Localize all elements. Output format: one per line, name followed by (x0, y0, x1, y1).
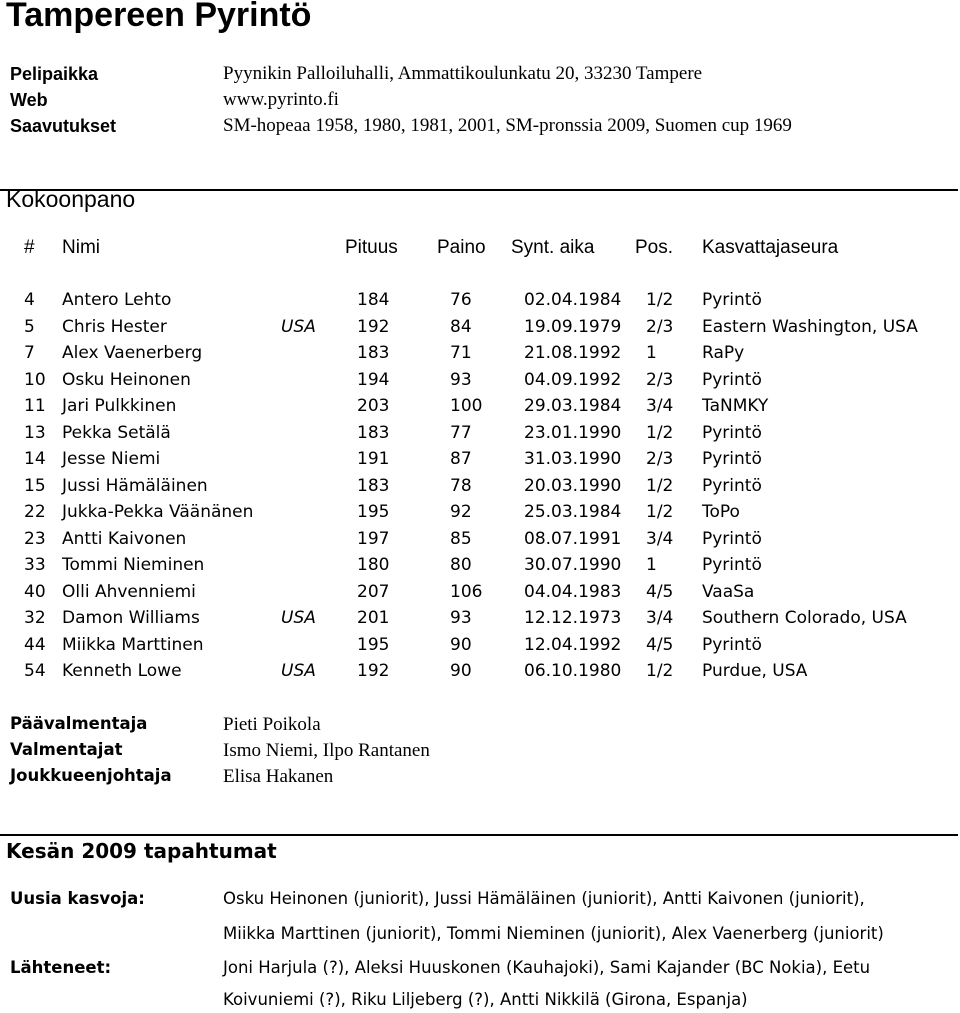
staff-value-team-manager: Elisa Hakanen (223, 766, 334, 787)
player-weight: 87 (450, 449, 472, 469)
player-position: 1/2 (646, 502, 674, 522)
player-weight: 93 (450, 369, 472, 390)
player-number: 10 (24, 369, 46, 390)
info-value-venue: Pyynikin Palloiluhalli, Ammattikoulunkatu 20, 33230 Tampere (223, 63, 703, 84)
player-birthdate: 06.10.1980 (524, 661, 622, 681)
player-number: 14 (24, 449, 46, 469)
col-header-num: # (24, 237, 35, 258)
info-value-web[interactable]: www.pyrinto.fi (223, 89, 339, 110)
player-height: 201 (357, 608, 390, 628)
new-players-line-1: Osku Heinonen (juniorit), Jussi Hämäläinen (juniorit), Antti Kaivonen (juniorit), (223, 889, 865, 908)
table-row (0, 317, 960, 343)
table-row (0, 449, 960, 475)
staff-label-team-manager: Joukkueenjohtaja (10, 766, 172, 785)
staff-label-head-coach: Päävalmentaja (10, 714, 148, 733)
divider (0, 189, 958, 191)
player-club: RaPy (702, 343, 745, 363)
table-row (0, 423, 960, 449)
player-weight: 90 (450, 661, 472, 681)
col-header-name: Nimi (62, 237, 100, 258)
player-club: Pyrintö (702, 475, 762, 496)
table-row (0, 635, 960, 661)
player-birthdate: 31.03.1990 (524, 449, 622, 469)
departed-line-2: Koivuniemi (?), Riku Liljeberg (?), Antti Nikkilä (Girona, Espanja) (223, 990, 748, 1009)
player-name: Jesse Niemi (62, 449, 161, 469)
player-number: 7 (24, 343, 35, 363)
player-height: 195 (357, 634, 390, 655)
player-weight: 77 (450, 422, 472, 443)
player-position: 1/2 (646, 290, 674, 310)
staff-label-coaches: Valmentajat (10, 740, 123, 759)
player-name: Damon Williams (62, 608, 200, 628)
table-row (0, 370, 960, 396)
player-number: 44 (24, 634, 46, 655)
departed-line-1: Joni Harjula (?), Aleksi Huuskonen (Kauhajoki), Sami Kajander (BC Nokia), Eetu (223, 958, 871, 977)
player-birthdate: 12.12.1973 (524, 608, 622, 628)
player-weight: 71 (450, 343, 472, 363)
player-name: Osku Heinonen (62, 369, 191, 390)
table-row (0, 476, 960, 502)
roster-heading: Kokoonpano (6, 186, 136, 212)
player-height: 194 (357, 369, 390, 390)
player-birthdate: 29.03.1984 (524, 396, 622, 416)
player-birthdate: 19.09.1979 (524, 316, 622, 337)
col-header-height: Pituus (345, 237, 398, 258)
player-position: 1/2 (646, 422, 674, 443)
table-row (0, 529, 960, 555)
player-number: 22 (24, 502, 46, 522)
player-weight: 78 (450, 475, 472, 496)
player-birthdate: 02.04.1984 (524, 290, 622, 310)
player-name: Kenneth Lowe (62, 661, 182, 681)
player-club: Eastern Washington, USA (702, 316, 918, 337)
staff-value-coaches: Ismo Niemi, Ilpo Rantanen (223, 740, 430, 761)
player-club: Pyrintö (702, 290, 762, 310)
player-position: 1 (646, 555, 657, 575)
player-position: 4/5 (646, 634, 674, 655)
player-height: 183 (357, 343, 390, 363)
player-number: 33 (24, 555, 46, 575)
player-name: Pekka Setälä (62, 422, 171, 443)
player-name: Jukka-Pekka Väänänen (62, 502, 254, 522)
player-number: 11 (24, 396, 46, 416)
player-weight: 85 (450, 528, 472, 549)
player-club: Pyrintö (702, 634, 762, 655)
table-row (0, 555, 960, 581)
player-number: 54 (24, 661, 46, 681)
player-height: 197 (357, 528, 390, 549)
player-name: Tommi Nieminen (62, 555, 205, 575)
player-height: 184 (357, 290, 390, 310)
player-weight: 80 (450, 555, 472, 575)
player-birthdate: 08.07.1991 (524, 528, 622, 549)
staff-value-head-coach: Pieti Poikola (223, 714, 321, 735)
departed-label: Lähteneet: (10, 958, 112, 977)
player-height: 180 (357, 555, 390, 575)
player-weight: 84 (450, 316, 472, 337)
info-value-achievements: SM-hopeaa 1958, 1980, 1981, 2001, SM-pronssia 2009, Suomen cup 1969 (223, 115, 792, 136)
player-position: 2/3 (646, 369, 674, 390)
table-row (0, 396, 960, 422)
player-birthdate: 21.08.1992 (524, 343, 622, 363)
player-height: 195 (357, 502, 390, 522)
player-number: 32 (24, 608, 46, 628)
col-header-weight: Paino (437, 237, 486, 258)
player-height: 191 (357, 449, 390, 469)
player-birthdate: 30.07.1990 (524, 555, 622, 575)
player-birthdate: 04.09.1992 (524, 369, 622, 390)
col-header-club: Kasvattajaseura (702, 237, 839, 258)
table-row (0, 608, 960, 634)
player-weight: 76 (450, 290, 472, 310)
player-birthdate: 23.01.1990 (524, 422, 622, 443)
events-heading: Kesän 2009 tapahtumat (6, 839, 277, 863)
table-row (0, 661, 960, 687)
player-number: 15 (24, 475, 46, 496)
player-name: Jussi Hämäläinen (62, 475, 208, 496)
player-weight: 90 (450, 634, 472, 655)
col-header-pos: Pos. (635, 237, 674, 258)
player-height: 203 (357, 396, 390, 416)
player-height: 207 (357, 581, 390, 602)
player-birthdate: 20.03.1990 (524, 475, 622, 496)
player-position: 3/4 (646, 528, 674, 549)
player-weight: 93 (450, 608, 472, 628)
player-birthdate: 12.04.1992 (524, 634, 622, 655)
table-row (0, 343, 960, 369)
player-number: 5 (24, 316, 35, 337)
player-height: 183 (357, 475, 390, 496)
player-number: 23 (24, 528, 46, 549)
player-number: 40 (24, 581, 46, 602)
player-position: 1/2 (646, 661, 674, 681)
player-height: 192 (357, 316, 390, 337)
player-position: 3/4 (646, 608, 674, 628)
info-label-web: Web (10, 90, 48, 110)
player-position: 4/5 (646, 581, 674, 602)
player-name: Miikka Marttinen (62, 634, 204, 655)
player-birthdate: 04.04.1983 (524, 581, 622, 602)
player-height: 192 (357, 661, 390, 681)
player-number: 13 (24, 422, 46, 443)
info-label-achievements: Saavutukset (10, 116, 117, 136)
player-name: Jari Pulkkinen (62, 396, 177, 416)
player-club: Pyrintö (702, 528, 762, 549)
player-weight: 100 (450, 396, 483, 416)
player-height: 183 (357, 422, 390, 443)
player-club: Southern Colorado, USA (702, 608, 907, 628)
player-club: Pyrintö (702, 369, 762, 390)
player-position: 1 (646, 343, 657, 363)
divider (0, 834, 958, 836)
player-nationality: USA (281, 608, 316, 628)
player-number: 4 (24, 290, 35, 310)
player-club: ToPo (702, 502, 740, 522)
player-club: Pyrintö (702, 422, 762, 443)
player-club: Pyrintö (702, 555, 762, 575)
player-position: 2/3 (646, 316, 674, 337)
col-header-born: Synt. aika (511, 237, 595, 258)
new-players-label: Uusia kasvoja: (10, 889, 145, 908)
player-nationality: USA (281, 661, 316, 681)
info-label-venue: Pelipaikka (10, 64, 99, 84)
player-weight: 106 (450, 581, 483, 602)
player-birthdate: 25.03.1984 (524, 502, 622, 522)
player-club: TaNMKY (702, 396, 769, 416)
player-name: Alex Vaenerberg (62, 343, 203, 363)
player-position: 2/3 (646, 449, 674, 469)
player-position: 1/2 (646, 475, 674, 496)
player-weight: 92 (450, 502, 472, 522)
table-row (0, 502, 960, 528)
player-name: Antero Lehto (62, 290, 172, 310)
player-name: Chris Hester (62, 316, 167, 337)
table-row (0, 582, 960, 608)
page-title: Tampereen Pyrintö (6, 0, 312, 34)
player-club: Purdue, USA (702, 661, 808, 681)
player-name: Antti Kaivonen (62, 528, 187, 549)
new-players-line-2: Miikka Marttinen (juniorit), Tommi Nieminen (juniorit), Alex Vaenerberg (juniorit) (223, 924, 884, 943)
player-name: Olli Ahvenniemi (62, 581, 196, 602)
player-position: 3/4 (646, 396, 674, 416)
player-nationality: USA (281, 316, 316, 337)
player-club: VaaSa (702, 581, 755, 602)
player-club: Pyrintö (702, 449, 762, 469)
table-row (0, 290, 960, 316)
